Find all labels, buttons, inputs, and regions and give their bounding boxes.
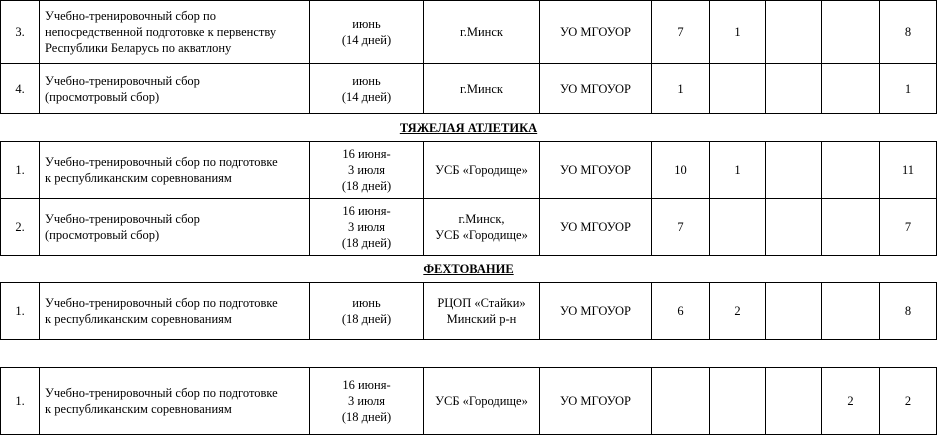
event-place-line: РЦОП «Стайки»	[437, 296, 526, 310]
event-dates	[310, 64, 424, 114]
event-place-line: г.Минск,	[458, 212, 505, 226]
count-col-3	[766, 142, 822, 199]
event-name-line: к республиканским соревнованиям	[45, 402, 232, 416]
row-number: 4.	[1, 64, 40, 114]
count-col-3	[766, 64, 822, 114]
event-dates-line: 3 июля	[347, 220, 386, 234]
event-name-line: (просмотровый сбор)	[45, 228, 160, 242]
event-name-line: (просмотровый сбор)	[45, 89, 160, 104]
section-weightlifting: ТЯЖЕЛАЯ АТЛЕТИКА	[1, 114, 937, 142]
count-col-2	[710, 64, 766, 114]
count-col-2	[710, 199, 766, 256]
event-dates-line: (18 дней)	[341, 410, 392, 424]
event-name	[40, 199, 310, 256]
count-col-3	[766, 283, 822, 340]
event-dates-line: (14 дней)	[341, 89, 392, 104]
spacer-cell	[1, 340, 937, 368]
count-col-1: 6	[652, 283, 710, 340]
event-dates	[310, 142, 424, 199]
row-number: 2.	[1, 199, 40, 256]
total-count: 11	[880, 142, 937, 199]
organizer: УО МГОУОР	[540, 199, 652, 256]
row-number: 1.	[1, 368, 40, 435]
count-col-4	[822, 142, 880, 199]
organizer: УО МГОУОР	[540, 368, 652, 435]
event-place	[424, 199, 540, 256]
count-col-3	[766, 199, 822, 256]
count-col-4	[822, 199, 880, 256]
event-dates-line: (14 дней)	[341, 33, 392, 47]
event-dates-line: июнь	[352, 73, 381, 88]
event-dates-line: 16 июня-	[342, 147, 391, 161]
event-dates-line: 3 июля	[347, 394, 386, 408]
event-place-line: г.Минск	[460, 25, 503, 39]
count-col-2	[710, 368, 766, 435]
count-col-1: 10	[652, 142, 710, 199]
event-dates-line: 16 июня-	[342, 378, 391, 392]
event-name-line: к республиканским соревнованиям	[45, 312, 232, 326]
event-place	[424, 1, 540, 64]
event-dates-line: (18 дней)	[341, 236, 392, 250]
section-row	[1, 114, 937, 142]
organizer: УО МГОУОР	[540, 283, 652, 340]
event-name	[40, 1, 310, 64]
event-name	[40, 142, 310, 199]
event-place-line: г.Минск	[460, 81, 503, 96]
event-name-line: Учебно-тренировочный сбор по подготовке	[45, 386, 278, 400]
spacer-row	[1, 340, 937, 368]
event-dates-line: (18 дней)	[341, 312, 392, 326]
event-place	[424, 142, 540, 199]
event-place-line: УСБ «Городище»	[435, 394, 528, 408]
event-place-line: УСБ «Городище»	[435, 163, 528, 177]
event-name-line: Учебно-тренировочный сбор по подготовке	[45, 155, 278, 169]
event-dates	[310, 368, 424, 435]
row-number: 3.	[1, 1, 40, 64]
event-name-line: непосредственной подготовке к первенству	[45, 25, 277, 39]
count-col-2: 1	[710, 1, 766, 64]
count-col-4	[822, 64, 880, 114]
organizer: УО МГОУОР	[540, 64, 652, 114]
table-row	[1, 142, 937, 199]
total-count: 1	[880, 64, 937, 114]
total-count: 8	[880, 1, 937, 64]
table-row	[1, 368, 937, 435]
count-col-3	[766, 1, 822, 64]
table-row	[1, 199, 937, 256]
event-dates-line: 3 июля	[347, 163, 386, 177]
event-name	[40, 368, 310, 435]
event-name	[40, 64, 310, 114]
event-dates	[310, 283, 424, 340]
total-count: 8	[880, 283, 937, 340]
count-col-4	[822, 1, 880, 64]
section-row	[1, 256, 937, 283]
count-col-1: 7	[652, 199, 710, 256]
event-place	[424, 368, 540, 435]
count-col-1: 7	[652, 1, 710, 64]
count-col-1	[652, 368, 710, 435]
event-place	[424, 64, 540, 114]
event-dates	[310, 1, 424, 64]
total-count: 7	[880, 199, 937, 256]
event-dates-line: 16 июня-	[342, 204, 391, 218]
event-name-line: Учебно-тренировочный сбор	[45, 73, 200, 88]
event-dates	[310, 199, 424, 256]
count-col-2: 2	[710, 283, 766, 340]
event-name	[40, 283, 310, 340]
total-count: 2	[880, 368, 937, 435]
count-col-1: 1	[652, 64, 710, 114]
organizer: УО МГОУОР	[540, 142, 652, 199]
section-fencing: ФЕХТОВАНИЕ	[1, 256, 937, 283]
event-dates-line: июнь	[352, 296, 381, 310]
event-name-line: Учебно-тренировочный сбор по подготовке	[45, 296, 278, 310]
count-col-2: 1	[710, 142, 766, 199]
row-number: 1.	[1, 142, 40, 199]
event-place-line: УСБ «Городище»	[435, 228, 528, 242]
event-dates-line: июнь	[352, 17, 381, 31]
organizer: УО МГОУОР	[540, 1, 652, 64]
count-col-4	[822, 283, 880, 340]
row-number: 1.	[1, 283, 40, 340]
table-row	[1, 283, 937, 340]
event-name-line: Учебно-тренировочный сбор по	[45, 9, 216, 23]
table-row	[1, 64, 937, 114]
event-name-line: Республики Беларусь по акватлону	[45, 41, 232, 55]
table-row	[1, 1, 937, 64]
event-place	[424, 283, 540, 340]
count-col-3	[766, 368, 822, 435]
event-name-line: к республиканским соревнованиям	[45, 171, 232, 185]
event-place-line: Минский р-н	[446, 312, 517, 326]
event-name-line: Учебно-тренировочный сбор	[45, 212, 200, 226]
count-col-4: 2	[822, 368, 880, 435]
event-dates-line: (18 дней)	[341, 179, 392, 193]
